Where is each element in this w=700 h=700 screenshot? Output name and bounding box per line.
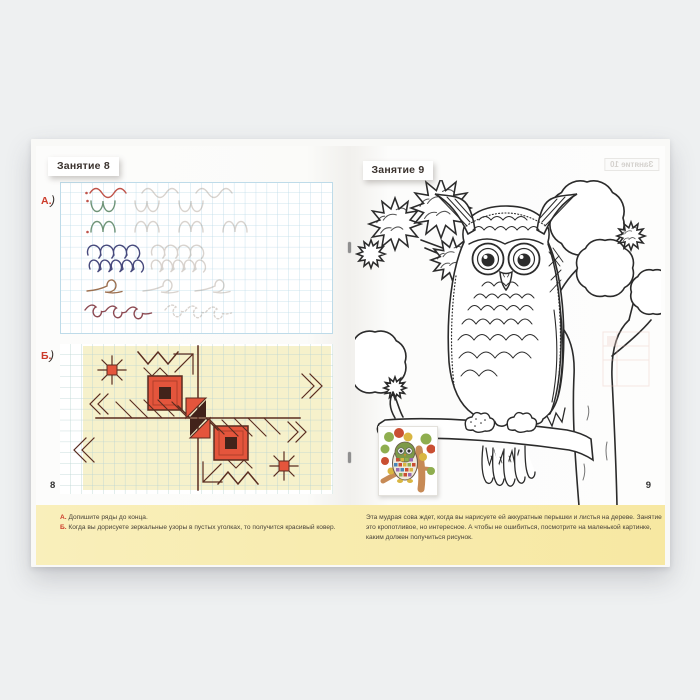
left-page-instructions [60, 513, 360, 533]
instruction-text-b: Когда вы дорисуете зеркальные узоры в пустых уголках, то получится красивый ковер. [68, 523, 336, 531]
owl-tail-feathers [482, 446, 535, 486]
instruction-prefix-b: Б. [60, 523, 67, 531]
left-page [36, 146, 351, 565]
instruction-prefix-a: А. [60, 514, 67, 521]
right-page [351, 146, 666, 565]
show-through-pink-grid [603, 332, 649, 386]
lesson-8-header: Занятие 8 [48, 157, 119, 176]
carpet-pattern-grid [60, 344, 333, 494]
instruction-line-a [60, 513, 360, 523]
task-a-paren: ) [48, 192, 57, 209]
task-a-label [41, 192, 55, 207]
staple-top [348, 242, 351, 253]
task-a-letter: А. [41, 195, 52, 207]
instruction-text-a: Допишите ряды до конца. [68, 514, 148, 521]
handwriting-practice-grid [60, 182, 333, 334]
owl-body-outline [448, 206, 564, 427]
right-page-instruction: Эта мудрая сова ждет, когда вы нарисуете ей аккуратные перышки и листья на дереве. Занятие это кропотливое, но интересное. А чтобы не ошибиться, посмотрите на маленькой картинке, каким должен получиться рисунок. [366, 514, 662, 541]
instruction-line-b [60, 523, 360, 533]
staple-bottom [348, 452, 351, 463]
show-through-next-lesson-label: Занятие 10 [604, 158, 659, 171]
page-number-right: 9 [645, 480, 651, 491]
mini-colored-owl [379, 427, 435, 493]
mid-left-leaf-cloud [355, 331, 406, 399]
instruction-band [36, 505, 665, 565]
task-b-paren: ) [48, 347, 57, 364]
open-book [36, 146, 665, 565]
page-number-left: 8 [50, 480, 56, 491]
task-b-label [41, 347, 55, 362]
task-b-letter: Б. [41, 350, 52, 362]
lesson-9-header: Занятие 9 [363, 161, 434, 180]
colored-reference-thumbnail [378, 426, 438, 496]
